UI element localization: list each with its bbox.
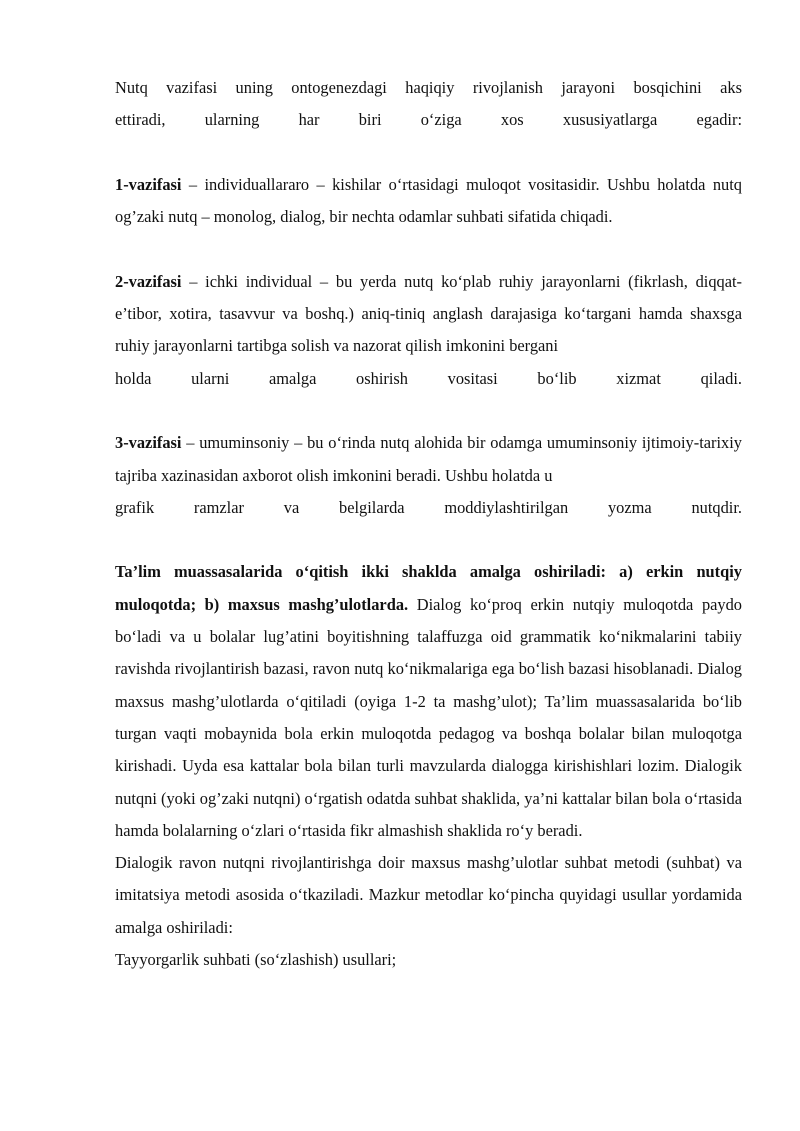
education-forms-text: Dialog ko‘proq erkin nutqiy muloqotda paydo bo‘ladi va u bolalar lug’atini boyitishning talaffuzga oid grammatik ko‘nikmalarini tabiiy ravishda rivojlantirish bazasi, ravon nutq ko‘nikmalariga ega bo‘lish bazasi hisoblanadi. Dialog maxsus mashg’ulotlarda o‘qitiladi (oyiga 1-2 ta mashg’ulot); Ta’lim muassasalarida bo‘lib turgan vaqti mobaynida bola erkin muloqotda pedagog va boshqa bolalar bilan muloqotga kirishadi. Uyda esa kattalar bola bilan turli mavzularda dialogga kirishishlari lozim. Dialogik nutqni (yoki og’zaki nutqni) o‘rgatish odatda suhbat shaklida, ya’ni kattalar bilan bola o‘rtasida hamda bolalarning o‘zlari o‘rtasida fikr almashish shaklida ro‘y beradi. [115,594,742,840]
function-1-paragraph [115,169,742,234]
function-3-label: 3-vazifasi [115,433,182,453]
paragraph-spacer [115,137,742,169]
function-3-last-line: grafik ramzlar va belgilarda moddiylashtirilgan yozma nutqdir. [115,497,742,517]
paragraph-spacer [115,395,742,427]
function-2-text: – ichki individual – bu yerda nutq ko‘plab ruhiy jarayonlarni (fikrlash, diqqat-e’tibor, xotira, tasavvur va boshq.) aniq-tiniq anglash darajasiga ko‘targani hamda shaxsga ruhiy jarayonlarni tartibga solish va nazorat qilish imkonini bergani [115,271,742,356]
function-1-text: – individuallararo – kishilar o‘rtasidagi muloqot vositasidir. Ushbu holatda nutq og’zaki nutq – monolog, dialog, bir nechta odamlar suhbati sifatida chiqadi. [115,174,742,227]
function-1-label: 1-vazifasi [115,174,182,194]
function-2-paragraph [115,266,742,395]
paragraph-spacer [115,233,742,265]
document-page [115,72,742,976]
intro-paragraph [115,72,742,137]
education-forms-heading: Ta’lim muassasalarida o‘qitish ikki shaklda amalga oshiriladi: a) erkin nutqiy muloqotda; b) maxsus mashg’ulotlarda. [115,562,742,614]
function-3-text: – umuminsoniy – bu o‘rinda nutq alohida bir odamga umuminsoniy ijtimoiy-tarixiy tajriba xazinasidan axborot olish imkonini beradi. Ushbu holatda u [115,433,742,485]
dialogic-methods-paragraph: Dialogik ravon nutqni rivojlantirishga doir maxsus mashg’ulotlar suhbat metodi (suhbat) va imitatsiya metodi asosida o‘tkaziladi. Mazkur metodlar ko‘pincha quyidagi usullar yordamida amalga oshiriladi: [115,853,742,937]
function-3-paragraph [115,427,742,524]
intro-line-1: Nutq vazifasi uning ontogenezdagi haqiqiy rivojlanish jarayoni bosqichini aks [115,78,742,97]
education-forms-paragraph [115,556,742,847]
intro-line-2: ettiradi, ularning har biri o‘ziga xos xususiyatlarga egadir: [115,110,742,130]
function-2-last-line: holda ularni amalga oshirish vositasi bo‘lib xizmat qiladi. [115,368,742,388]
paragraph-spacer [115,524,742,556]
preparation-methods-line: Tayyorgarlik suhbati (so‘zlashish) usullari; [115,950,397,970]
function-2-label: 2-vazifasi [115,271,182,291]
